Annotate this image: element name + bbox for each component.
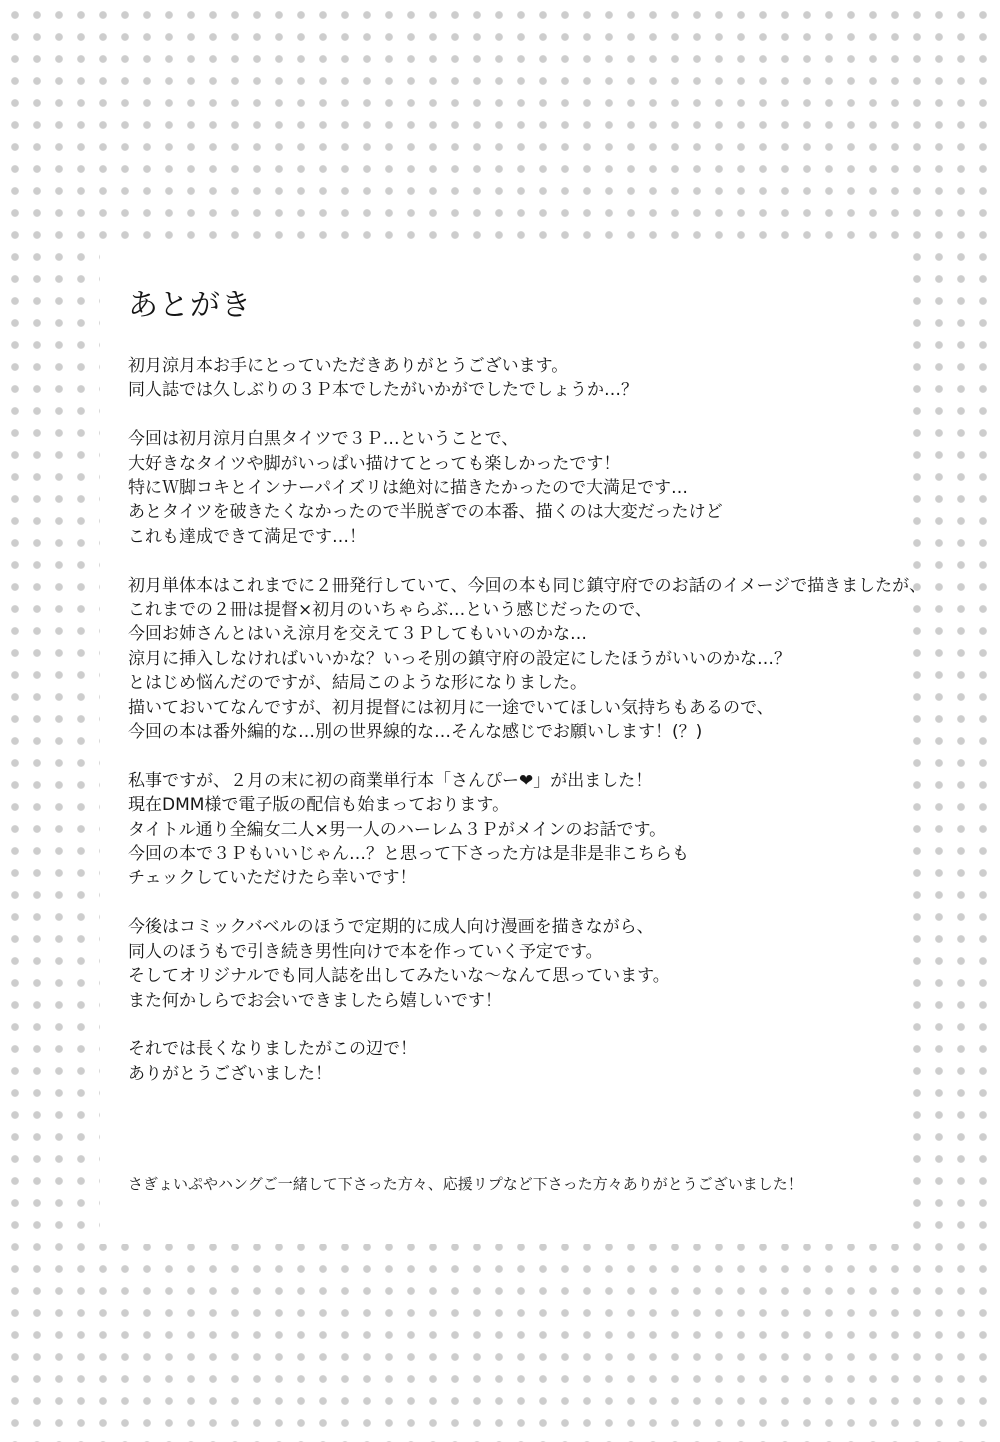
text-line: 特にＷ脚コキとインナーパイズリは絶対に描きたかったので大満足です… [128,478,688,499]
text-line: 涼月に挿入しなければいいかな？いっそ別の鎮守府の設定にしたほうがいいのかな…？ [128,648,791,669]
text-line: そしてオリジナルでも同人誌を出してみたいな～なんて思っています。 [128,966,670,987]
text-line: これまでの２冊は提督×初月のいちゃらぶ…という感じだったので、 [128,600,652,621]
text-line: とはじめ悩んだのですが、結局このような形になりました。 [128,673,587,694]
text-line: 今回の本は番外編的な…別の世界線的な…そんな感じでお願いします！(？) [128,722,703,743]
paragraph-thanks [128,354,908,403]
text-line: 同人のほうもで引き続き男性向けで本を作っていく予定です。 [128,941,603,962]
footer-note: さぎょいぷやハングご一緒して下さった方々、応援リプなど下さった方々ありがとうございました！ [128,1175,803,1193]
text-line: 初月涼月本お手にとっていただきありがとうございます。 [128,356,569,376]
text-line: 大好きなタイツや脚がいっぱい描けてとっても楽しかったです！ [128,453,621,474]
text-line: 初月単体本はこれまでに２冊発行していて、今回の本も同じ鎮守府でのお話のイメージで描きましたが、 [128,575,927,596]
afterword-title: あとがき [128,288,252,323]
text-panel [100,248,927,1244]
text-line: また何かしらでお会いできましたら嬉しいです！ [128,990,502,1011]
paragraph-closing [128,1037,908,1086]
text-line: 今回お姉さんとはいえ涼月を交えて３Ｐしてもいいのかな… [128,624,587,645]
text-line: あとタイツを破きたくなかったので半脱ぎでの本番、描くのは大変だったけど [128,502,723,523]
text-line: チェックしていただけたら幸いです！ [128,868,417,889]
text-line: 今回は初月涼月白黒タイツで３Ｐ…ということで、 [128,429,519,450]
text-line: 描いておいてなんですが、初月提督には初月に一途でいてほしい気持ちもあるので、 [128,697,774,718]
text-line: タイトル通り全編女二人×男一人のハーレム３Ｐがメインのお話です。 [128,819,667,840]
paragraph-theme [128,427,908,549]
text-line: 今回の本で３Ｐもいいじゃん…？と思って下さった方は是非是非こちらも [128,844,689,865]
text-line: それでは長くなりましたがこの辺で！ [128,1039,417,1060]
text-line: 私事ですが、２月の末に初の商業単行本「さんぴー❤」が出ました！ [128,770,653,791]
afterword-body [128,354,927,1111]
text-line: これも達成できて満足です…！ [128,526,366,547]
text-line: ありがとうございました！ [128,1063,332,1084]
text-line: 今後はコミックバベルのほうで定期的に成人向け漫画を描きながら、 [128,917,654,938]
paragraph-future [128,915,908,1013]
paragraph-announcement [128,769,908,891]
paragraph-setting [128,574,927,745]
text-line: 同人誌では久しぶりの３Ｐ本でしたがいかがでしたでしょうか…？ [128,380,638,401]
text-line: 現在DMM様で電子版の配信も始まっております。 [128,795,510,816]
